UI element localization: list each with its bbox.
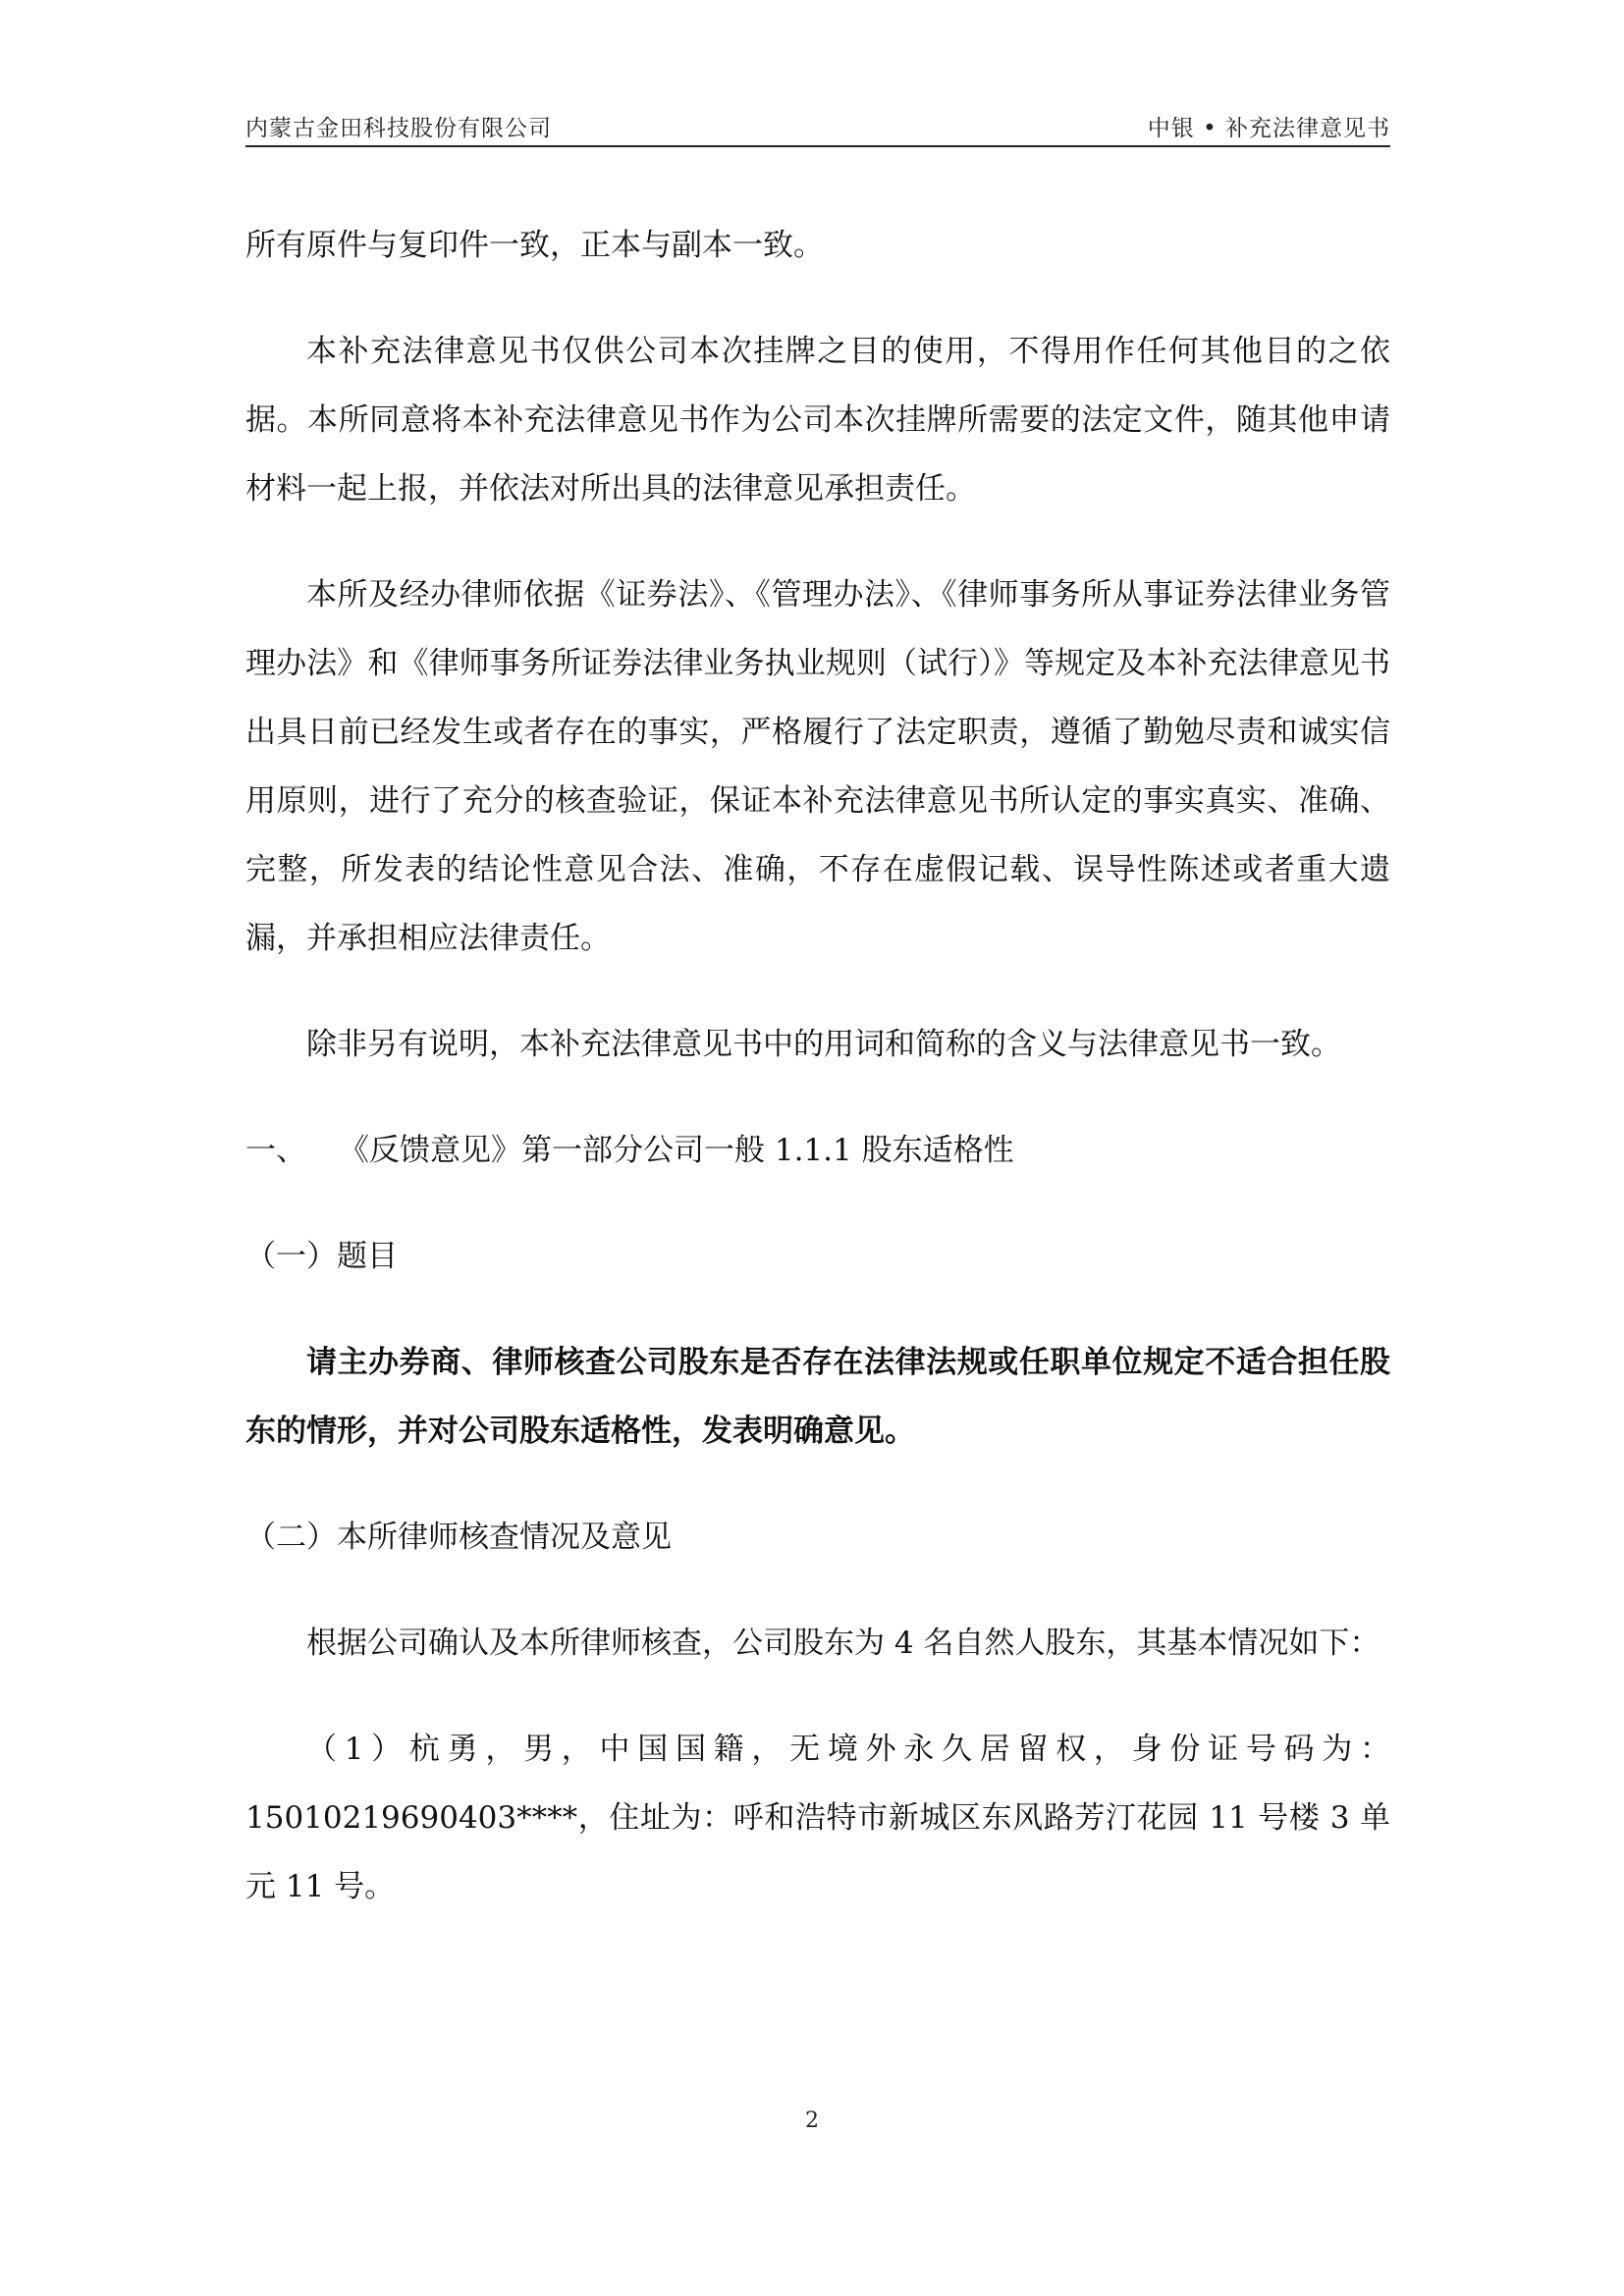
paragraph-definitions: 除非另有说明，本补充法律意见书中的用词和简称的含义与法律意见书一致。 bbox=[306, 1027, 1341, 1062]
header-divider bbox=[245, 145, 1390, 147]
section-number: 一、 bbox=[245, 1133, 306, 1168]
header-document-title: 中银 • 补充法律意见书 bbox=[1147, 116, 1390, 141]
page-number: 2 bbox=[805, 2109, 819, 2133]
paragraph-shareholder-1: （1）杭勇，男，中国国籍，无境外永久居留权，身份证号码为：15010219690403****，住址为：呼和浩特市新城区东风路芳汀花园 11 号楼 3 单元 11 号。 bbox=[245, 1732, 1390, 1904]
header-company-name: 内蒙古金田科技股份有限公司 bbox=[245, 116, 552, 141]
paragraph-shareholders-summary: 根据公司确认及本所律师核查，公司股东为 4 名自然人股东，其基本情况如下： bbox=[306, 1626, 1380, 1661]
question-text: 请主办券商、律师核查公司股东是否存在法律法规或任职单位规定不适合担任股东的情形，并对公司股东适格性，发表明确意见。 bbox=[245, 1345, 1390, 1449]
subheading-question: （一）题目 bbox=[245, 1239, 398, 1274]
paragraph-usage-purpose: 本补充法律意见书仅供公司本次挂牌之目的使用，不得用作任何其他目的之依据。本所同意将本补充法律意见书作为公司本次挂牌所需要的法定文件，随其他申请材料一起上报，并依法对所出具的法律意见承担责任。 bbox=[245, 334, 1390, 507]
section-title: 《反馈意见》第一部分公司一般 1.1.1 股东适格性 bbox=[339, 1133, 1014, 1168]
section-heading bbox=[245, 1116, 1390, 1185]
paragraph-originals: 所有原件与复印件一致，正本与副本一致。 bbox=[245, 228, 824, 263]
paragraph-legal-basis: 本所及经办律师依据《证券法》、《管理办法》、《律师事务所从事证券法律业务管理办法》和《律师事务所证券法律业务执业规则（试行）》等规定及本补充法律意见书出具日前已经发生或者存在的事实，严格履行了法定职责，遵循了勤勉尽责和诚实信用原则，进行了充分的核查验证，保证本补充法律意见书所认定的事实真实、准确、完整，所发表的结论性意见合法、准确，不存在虚假记载、误导性陈述或者重大遗漏，并承担相应法律责任。 bbox=[245, 577, 1390, 956]
document-body bbox=[245, 211, 1390, 1958]
subheading-verification: （二）本所律师核查情况及意见 bbox=[245, 1520, 672, 1555]
